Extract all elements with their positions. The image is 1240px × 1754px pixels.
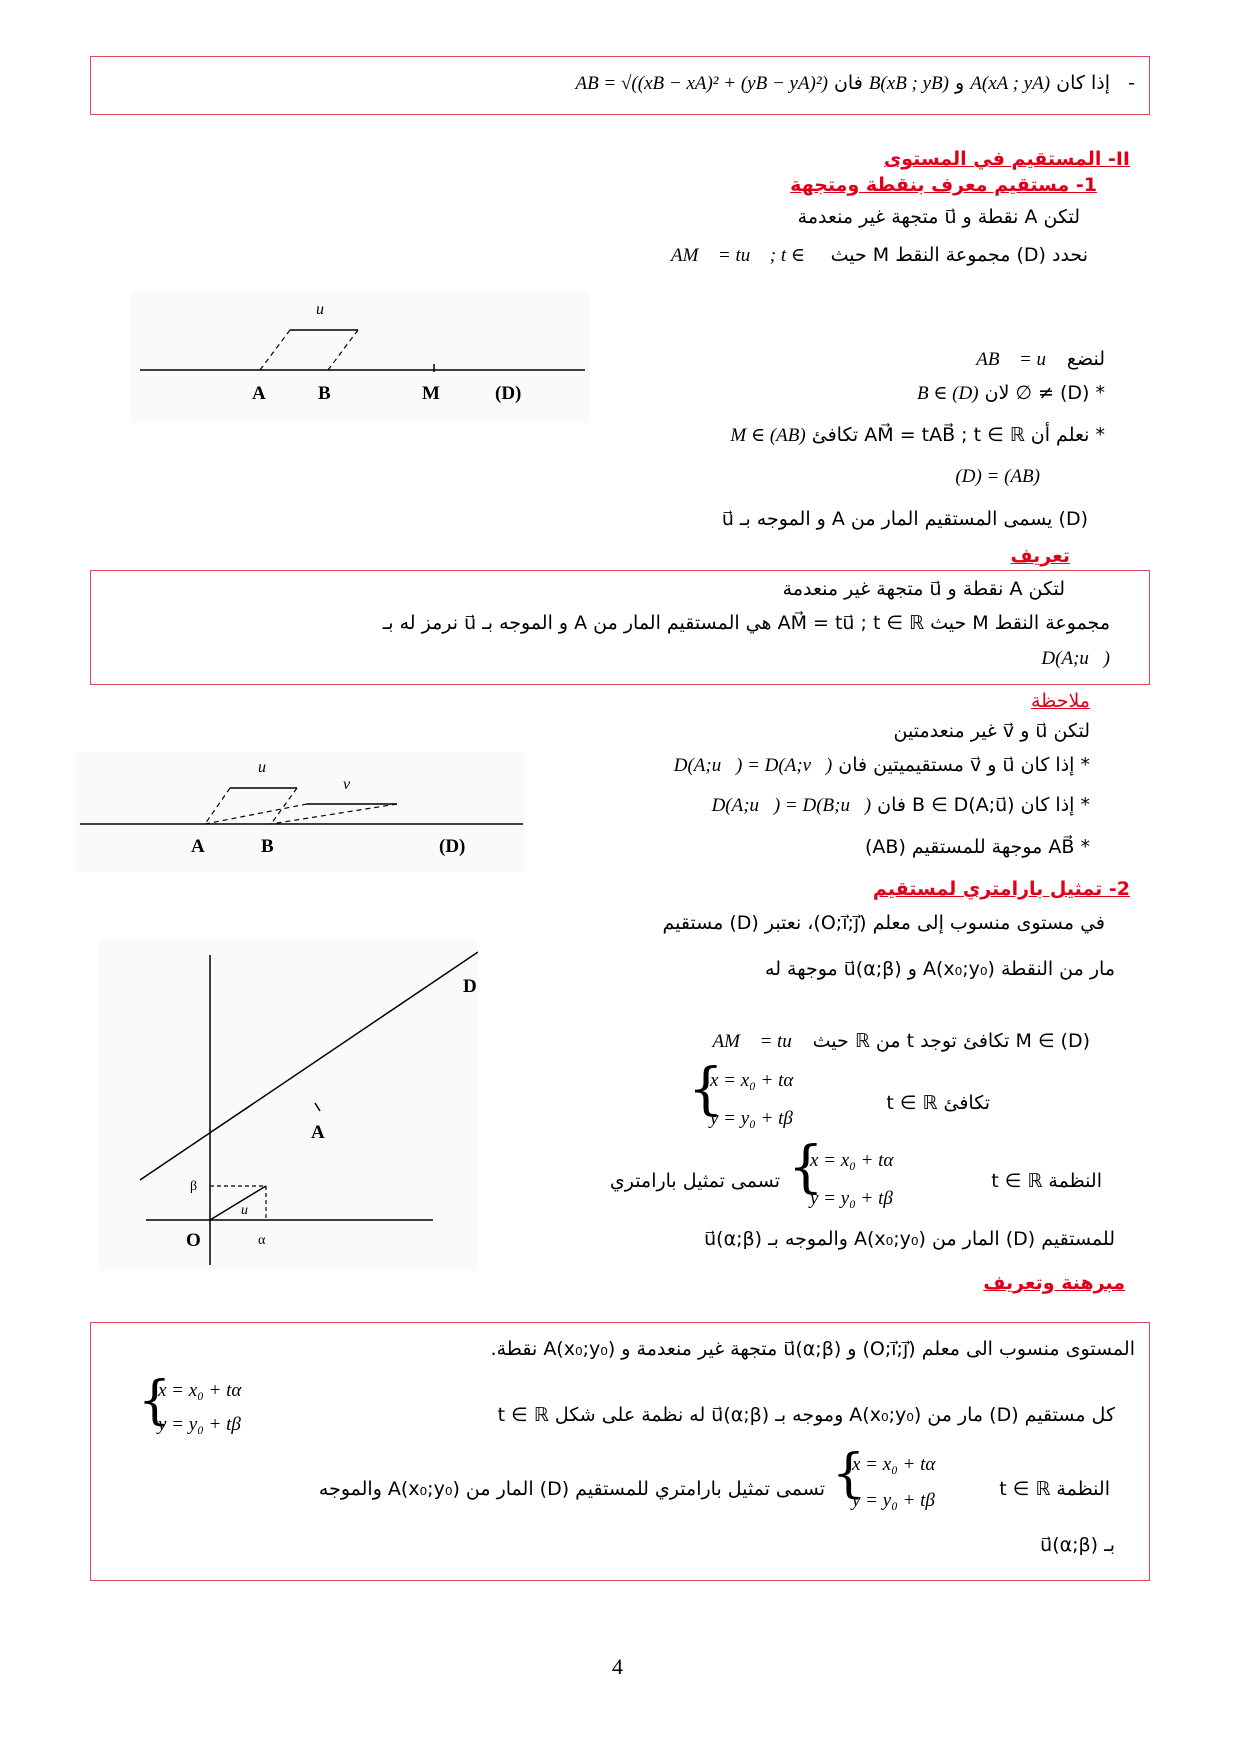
remark-line-1: لتكن u⃗ و v⃗ غير منعدمتين bbox=[893, 720, 1090, 742]
remark-line-2-math: D(A;u⃗) = D(A;v⃗) bbox=[673, 755, 833, 776]
bullet: - bbox=[1128, 72, 1135, 94]
vector-v-label: v⃗ bbox=[343, 776, 363, 793]
remark-line-4: * AB⃗ موجهة للمستقيم (AB) bbox=[864, 836, 1090, 858]
point-b-label: B bbox=[318, 383, 331, 404]
theorem-brace-1: { bbox=[138, 1371, 172, 1431]
remark-line-3-math: D(A;u⃗) = D(B;u⃗) bbox=[711, 795, 872, 816]
nonempty-line bbox=[917, 382, 1105, 405]
page-number: 4 bbox=[612, 1654, 623, 1679]
distance-formula: AB = √((xB − xA)² + (yB − yA)²) bbox=[575, 73, 828, 94]
theorem-brace-2: { bbox=[832, 1444, 866, 1504]
figure-line-ab bbox=[130, 292, 590, 422]
param-line-2: مار من النقطة A(x₀;y₀) و u⃗(α;β) موجهة له bbox=[765, 958, 1115, 980]
intro-line: لتكن A نقطة و u⃗ متجهة غير منعدمة bbox=[797, 206, 1080, 228]
theorem-line-1: المستوى منسوب الى معلم (O;i⃗;j⃗) و u⃗(α;β) متجهة غير منعدمة و A(x₀;y₀) نقطة. bbox=[490, 1338, 1135, 1360]
system-brace: { bbox=[688, 1057, 724, 1122]
theorem-sys-x-2: x = x₀ + tα bbox=[852, 1454, 936, 1475]
equivalence-math: M ∈ (AB) bbox=[730, 425, 806, 446]
beta-label: β bbox=[190, 1179, 198, 1194]
let-text: لنضع bbox=[1066, 348, 1105, 370]
system-x: x = x₀ + tα bbox=[710, 1070, 794, 1091]
theorem-line-3a: النظمة t ∈ ℝ bbox=[999, 1478, 1110, 1500]
vector-u-label: u⃗ bbox=[241, 1203, 259, 1218]
then-text: فان bbox=[833, 72, 863, 94]
param-line-1: في مستوى منسوب إلى معلم (O;i⃗;j⃗)، نعتبر (D) مستقيم bbox=[662, 912, 1105, 934]
remark-line-3 bbox=[712, 794, 1090, 817]
equivalence-line bbox=[730, 424, 1105, 447]
figure-param bbox=[98, 940, 478, 1270]
point-b-label: B bbox=[261, 836, 274, 857]
theorem-line-2: كل مستقيم (D) مار من A(x₀;y₀) وموجه بـ u⃗(α;β) له نظمة على شكل t ∈ ℝ bbox=[497, 1404, 1115, 1426]
theorem-line-4: بـ u⃗(α;β) bbox=[1040, 1534, 1115, 1556]
point-a-label: A bbox=[252, 383, 266, 404]
let-ab-line bbox=[976, 348, 1105, 371]
param-line-5a: النظمة t ∈ ℝ bbox=[991, 1170, 1102, 1192]
param-line-3-text: M ∈ (D) تكافئ توجد t من ℝ حيث bbox=[812, 1030, 1090, 1052]
parametric-title: 2- تمثيل بارامتري لمستقيم bbox=[872, 878, 1130, 900]
definition-math: AM⃗ = tu⃗ ; t ∈ ℝ bbox=[670, 245, 825, 266]
alpha-label: α bbox=[258, 1233, 266, 1248]
remark-line-2-text: * إذا كان u⃗ و v⃗ مستقيميتين فان bbox=[838, 754, 1090, 776]
theorem-sys-y-1: y = y₀ + tβ bbox=[158, 1414, 241, 1435]
equivalence-text: * نعلم أن AM⃗ = tAB⃗ ; t ∈ ℝ تكافئ bbox=[811, 424, 1105, 446]
called-line-text: (D) يسمى المستقيم المار من A و الموجه بـ u⃗ bbox=[721, 508, 1088, 530]
remark-title: ملاحظة bbox=[1030, 690, 1090, 712]
param-line-6: للمستقيم (D) المار من A(x₀;y₀) والموجه بـ u⃗(α;β) bbox=[704, 1228, 1115, 1250]
d-equals-ab: (D) = (AB) bbox=[955, 466, 1040, 487]
definition-line bbox=[671, 244, 1088, 267]
subsection-1-title: 1- مستقيم معرف بنقطة ومتجهة bbox=[790, 174, 1097, 196]
point-a: A(xA ; yA) bbox=[970, 73, 1051, 94]
definition-line-2: مجموعة النقط M حيث AM⃗ = tu⃗ ; t ∈ ℝ هي المستقيم المار من A و الموجه بـ u⃗ نرمز له بـ bbox=[382, 612, 1110, 634]
origin-label: O bbox=[186, 1230, 201, 1251]
and-text: و bbox=[955, 72, 965, 94]
param-line-4-text: تكافئ t ∈ ℝ bbox=[886, 1092, 990, 1114]
remark-line-2 bbox=[674, 754, 1090, 777]
param-line-3-math: AM⃗ = tu⃗ bbox=[712, 1031, 807, 1052]
vector-u-label: u⃗ bbox=[258, 759, 279, 776]
point-a-label: A bbox=[311, 1122, 325, 1143]
definition-title: تعريف bbox=[1010, 545, 1070, 567]
section-title: II- المستقيم في المستوى bbox=[883, 148, 1130, 170]
theorem-box bbox=[90, 1322, 1150, 1581]
point-b: B(xB ; yB) bbox=[868, 73, 949, 94]
nonempty-math: B ∈ (D) bbox=[917, 383, 979, 404]
system-brace-2: { bbox=[788, 1135, 824, 1200]
param-line-3 bbox=[713, 1030, 1091, 1053]
line-d-label: D bbox=[463, 976, 477, 997]
vector-u-label: u⃗ bbox=[316, 301, 337, 318]
remark-line-3-text: * إذا كان B ∈ D(A;u⃗) فان bbox=[877, 794, 1090, 816]
system-y: y = y₀ + tβ bbox=[710, 1108, 793, 1129]
point-a-label: A bbox=[191, 836, 205, 857]
nonempty-text: * (D) ≠ ∅ لان bbox=[984, 382, 1105, 404]
figure-two-vectors bbox=[75, 752, 525, 872]
point-m-label: M bbox=[422, 383, 440, 404]
theorem-sys-y-2: y = y₀ + tβ bbox=[852, 1490, 935, 1511]
definition-line-3: D(A;u⃗) bbox=[1041, 648, 1110, 669]
let-math: AB⃗ = u⃗ bbox=[976, 349, 1061, 370]
system-x-2: x = x₀ + tα bbox=[810, 1150, 894, 1171]
theorem-sys-x-1: x = x₀ + tα bbox=[158, 1380, 242, 1401]
definition-text: نحدد (D) مجموعة النقط M حيث bbox=[830, 244, 1088, 266]
line-d-label: (D) bbox=[495, 383, 522, 404]
system-y-2: y = y₀ + tβ bbox=[810, 1188, 893, 1209]
line-d-label: (D) bbox=[439, 836, 466, 857]
definition-line-1: لتكن A نقطة و u⃗ متجهة غير منعدمة bbox=[782, 578, 1065, 600]
if-text: إذا كان bbox=[1056, 72, 1111, 94]
distance-formula-line bbox=[575, 72, 1135, 95]
theorem-line-3b: تسمى تمثيل بارامتري للمستقيم (D) المار من A(x₀;y₀) والموجه bbox=[318, 1478, 825, 1500]
theorem-title: مبرهنة وتعريف bbox=[983, 1272, 1125, 1294]
param-line-5b: تسمى تمثيل بارامتري bbox=[609, 1170, 780, 1192]
